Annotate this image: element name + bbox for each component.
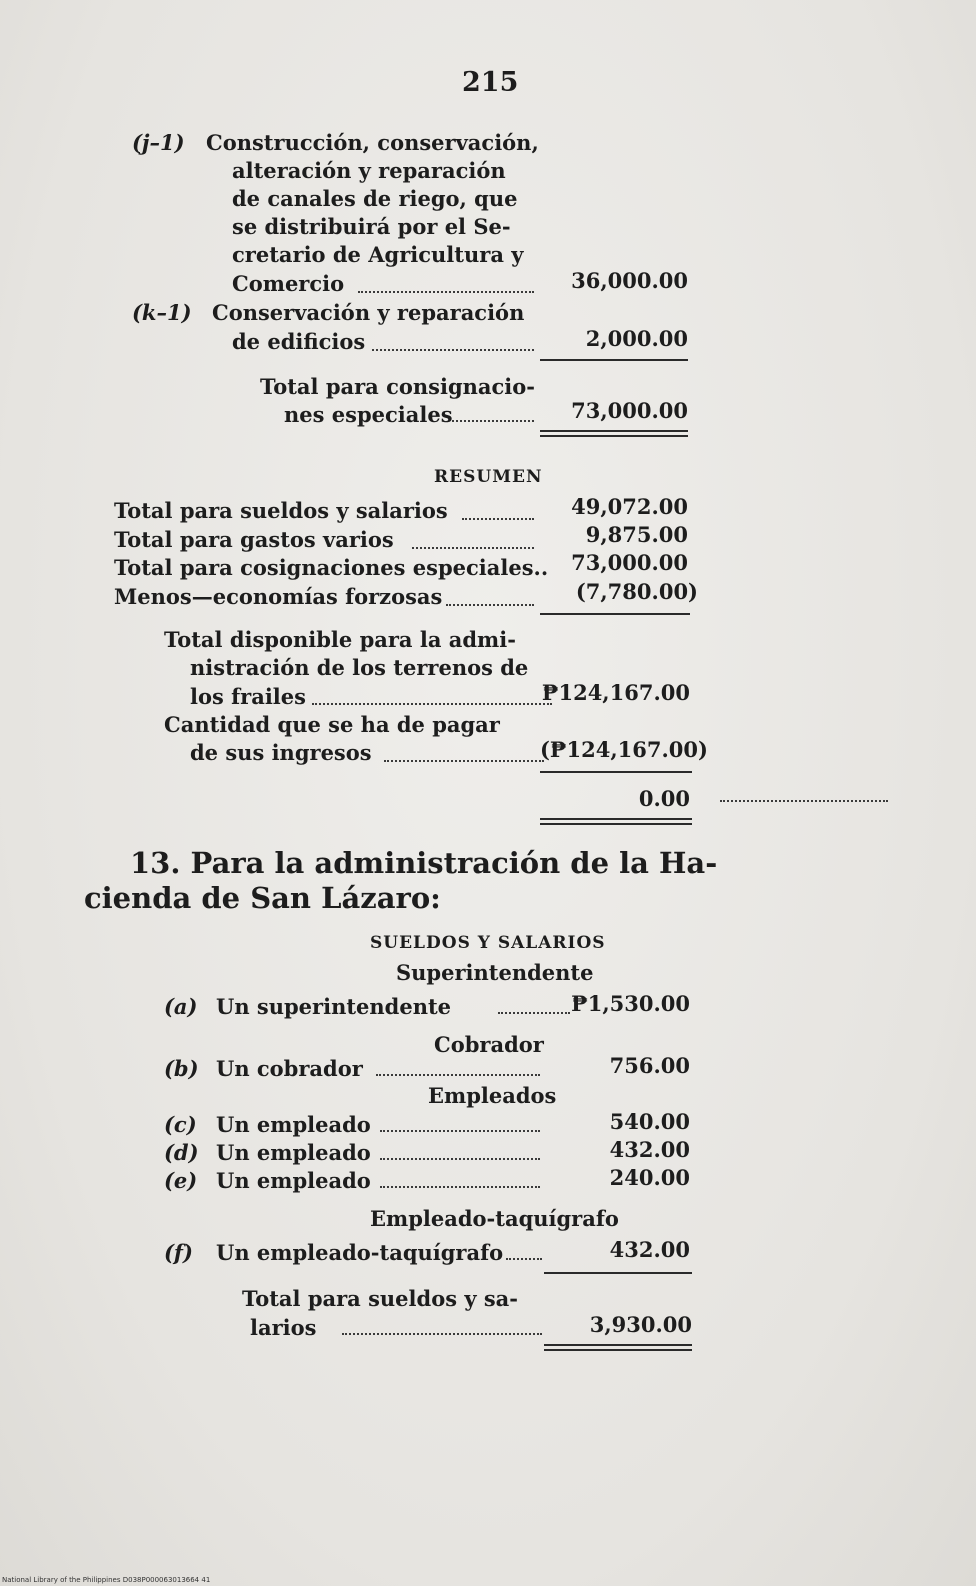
item-b-label: (b) xyxy=(164,1056,199,1081)
sueldos-salarios-heading: SUELDOS Y SALARIOS xyxy=(370,933,606,953)
group-superintendente: Superintendente xyxy=(396,960,594,985)
item-a-amount: ₱1,530.00 xyxy=(571,991,690,1016)
leader-dots xyxy=(380,1130,540,1132)
item-j-line-6: Comercio xyxy=(232,271,345,296)
leader-dots xyxy=(462,518,534,520)
total-rule xyxy=(540,771,692,773)
resumen-row-label: Total para sueldos y salarios xyxy=(114,498,448,523)
leader-dots xyxy=(312,703,552,705)
scan-footer: National Library of the Philippines D038P000063013664 41 xyxy=(2,1576,211,1584)
item-k-label: (k–1) xyxy=(132,300,192,325)
total-sueldos-amount: 3,930.00 xyxy=(589,1312,692,1337)
total-disponible-line-2: nistración de los terrenos de xyxy=(190,655,529,680)
double-rule xyxy=(544,1344,692,1351)
item-j-line-4: se distribuirá por el Se- xyxy=(232,214,511,239)
item-j-line-3: de canales de riego, que xyxy=(232,186,518,211)
total-consignaciones-amount: 73,000.00 xyxy=(571,398,688,423)
leader-dots xyxy=(446,604,534,606)
cantidad-pagar-line-2: de sus ingresos xyxy=(190,740,372,765)
total-disponible-line-1: Total disponible para la admi- xyxy=(164,627,516,652)
total-rule xyxy=(540,359,688,361)
item-j-line-1: Construcción, conservación, xyxy=(206,130,539,155)
leader-dots xyxy=(372,349,534,351)
leader-dots xyxy=(384,760,544,762)
item-e-label: (e) xyxy=(164,1168,198,1193)
resumen-row-amount: 73,000.00 xyxy=(571,550,688,575)
cantidad-pagar-line-1: Cantidad que se ha de pagar xyxy=(164,712,500,737)
section-13-heading-line-2: cienda de San Lázaro: xyxy=(84,881,441,915)
item-e-amount: 240.00 xyxy=(609,1165,690,1190)
item-d-amount: 432.00 xyxy=(609,1137,690,1162)
group-empleados: Empleados xyxy=(428,1083,557,1108)
net-amount: 0.00 xyxy=(638,786,690,811)
resumen-row-amount: 9,875.00 xyxy=(585,522,688,547)
leader-dots xyxy=(412,547,534,549)
item-j-line-2: alteración y reparación xyxy=(232,158,506,183)
item-a-text: Un superintendente xyxy=(216,994,452,1019)
total-consignaciones-line-1: Total para consignacio- xyxy=(260,374,535,399)
item-j-line-5: cretario de Agricultura y xyxy=(232,242,524,267)
page-number: 215 xyxy=(462,67,519,98)
item-j-label: (j–1) xyxy=(132,130,185,155)
leader-dots xyxy=(452,420,534,422)
leader-dots xyxy=(358,291,534,293)
resumen-heading: RESUMEN xyxy=(434,467,543,487)
item-k-line-2: de edificios xyxy=(232,329,366,354)
item-c-text: Un empleado xyxy=(216,1112,371,1137)
leader-dots xyxy=(376,1074,540,1076)
cantidad-pagar-amount: (₱124,167.00) xyxy=(540,737,708,762)
item-a-label: (a) xyxy=(164,994,198,1019)
resumen-row-amount: 49,072.00 xyxy=(571,494,688,519)
item-d-text: Un empleado xyxy=(216,1140,371,1165)
item-k-line-1: Conservación y reparación xyxy=(212,300,525,325)
total-disponible-amount: ₱124,167.00 xyxy=(541,680,690,705)
item-f-text: Un empleado-taquígrafo xyxy=(216,1240,504,1265)
item-b-amount: 756.00 xyxy=(609,1053,690,1078)
leader-dots xyxy=(342,1333,542,1335)
item-j-amount: 36,000.00 xyxy=(571,268,688,293)
item-c-label: (c) xyxy=(164,1112,197,1137)
group-cobrador: Cobrador xyxy=(434,1032,544,1057)
total-sueldos-line-1: Total para sueldos y sa- xyxy=(242,1286,519,1311)
resumen-row-label: Total para gastos varios xyxy=(114,527,394,552)
resumen-row-label: Menos—economías forzosas xyxy=(114,584,443,609)
resumen-row-label: Total para cosignaciones especiales.. xyxy=(114,555,549,580)
item-c-amount: 540.00 xyxy=(609,1109,690,1134)
item-b-text: Un cobrador xyxy=(216,1056,363,1081)
item-e-text: Un empleado xyxy=(216,1168,371,1193)
group-empleado-taquigrafo: Empleado-taquígrafo xyxy=(370,1206,619,1231)
leader-dots xyxy=(380,1158,540,1160)
total-disponible-line-3: los frailes xyxy=(190,684,306,709)
item-f-label: (f) xyxy=(164,1240,193,1265)
double-rule xyxy=(540,430,688,437)
resumen-row-amount: (7,780.00) xyxy=(575,579,698,604)
double-rule xyxy=(540,818,692,825)
section-13-heading-line-1: 13. Para la administración de la Ha- xyxy=(130,846,718,880)
margin-dots xyxy=(720,800,888,802)
total-sueldos-line-2: larios xyxy=(250,1315,317,1340)
item-d-label: (d) xyxy=(164,1140,199,1165)
item-f-amount: 432.00 xyxy=(609,1237,690,1262)
item-k-amount: 2,000.00 xyxy=(585,326,688,351)
total-consignaciones-line-2: nes especiales xyxy=(284,402,453,427)
leader-dots xyxy=(380,1186,540,1188)
total-rule xyxy=(540,613,690,615)
total-rule xyxy=(544,1272,692,1274)
leader-dots xyxy=(506,1258,542,1260)
